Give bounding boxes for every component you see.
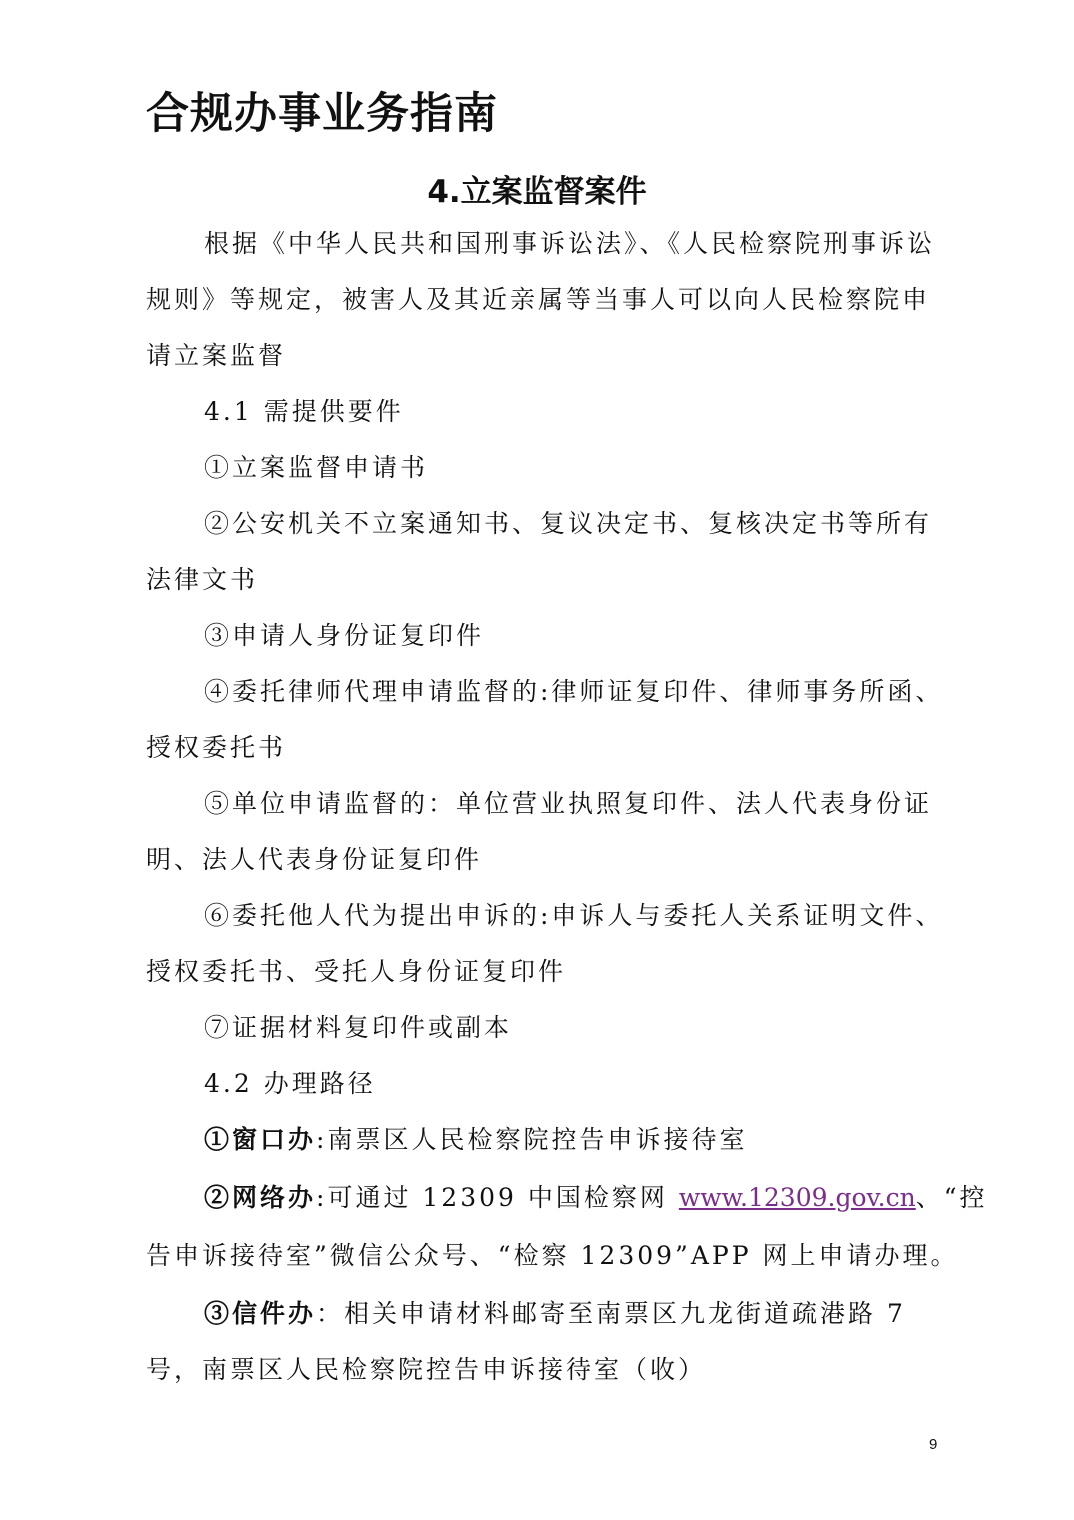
- section-heading: 4.立案监督案件: [427, 174, 647, 210]
- intro-line-1: 根据《中华人民共和国刑事诉讼法》、《人民检察院刑事诉讼: [204, 229, 936, 258]
- material-item-7: ⑦证据材料复印件或副本: [204, 1013, 513, 1042]
- path-window-text: :南票区人民检察院控告申诉接待室: [316, 1125, 748, 1154]
- website-link[interactable]: www.12309.gov.cn: [678, 1183, 916, 1212]
- page-number: 9: [929, 1436, 938, 1453]
- material-item-4-cont: 授权委托书: [146, 733, 287, 762]
- path-online: [204, 1180, 988, 1216]
- material-item-2-cont: 法律文书: [146, 565, 259, 594]
- path-mail-text: ：相关申请材料邮寄至南票区九龙街道疏港路 7: [316, 1299, 906, 1328]
- paths-heading: 4.2 办理路径: [204, 1069, 376, 1098]
- material-item-5: ⑤单位申请监督的：单位营业执照复印件、法人代表身份证: [204, 789, 933, 818]
- path-mail-cont: 号，南票区人民检察院控告申诉接待室（收）: [146, 1355, 707, 1384]
- intro-line-3: 请立案监督: [146, 341, 287, 370]
- material-item-6: ⑥委托他人代为提出申诉的:申诉人与委托人关系证明文件、: [204, 901, 944, 930]
- path-mail-label: ③信件办: [204, 1299, 317, 1328]
- path-online-text: :可通过 12309 中国检察网: [316, 1183, 679, 1212]
- path-window: [204, 1122, 747, 1158]
- path-online-text-end: 、“控: [915, 1183, 988, 1212]
- material-item-5-cont: 明、法人代表身份证复印件: [146, 845, 483, 874]
- material-item-4: ④委托律师代理申请监督的:律师证复印件、律师事务所函、: [204, 677, 944, 706]
- materials-heading: 4.1 需提供要件: [204, 397, 404, 426]
- material-item-1: ①立案监督申请书: [204, 453, 429, 482]
- intro-line-2: 规则》等规定，被害人及其近亲属等当事人可以向人民检察院申: [146, 285, 931, 314]
- path-mail: [204, 1296, 906, 1332]
- material-item-2: ②公安机关不立案通知书、复议决定书、复核决定书等所有: [204, 509, 933, 538]
- material-item-6-cont: 授权委托书、受托人身份证复印件: [146, 957, 567, 986]
- path-online-label: ②网络办: [204, 1183, 317, 1212]
- document-title: 合规办事业务指南: [146, 89, 498, 139]
- material-item-3: ③申请人身份证复印件: [204, 621, 485, 650]
- path-online-cont: 告申诉接待室”微信公众号、“检察 12309”APP 网上申请办理。: [146, 1241, 959, 1270]
- path-window-label: ①窗口办: [204, 1125, 317, 1154]
